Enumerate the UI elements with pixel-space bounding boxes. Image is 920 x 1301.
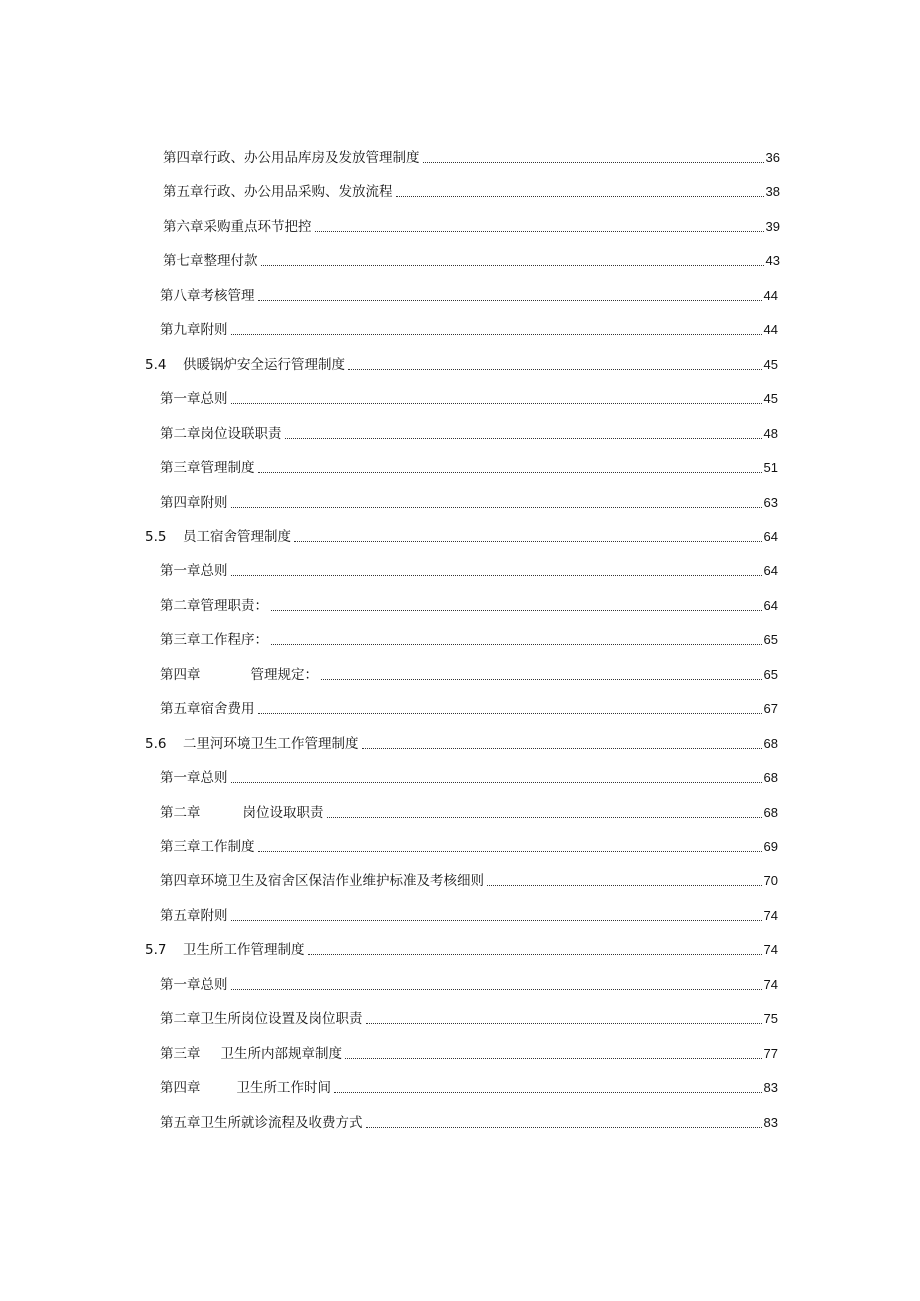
toc-entry-title-text: 第五章附则 — [160, 907, 228, 924]
toc-page-number: 70 — [763, 873, 778, 889]
toc-page-number: 45 — [763, 356, 778, 372]
toc-dot-leader — [258, 851, 762, 852]
toc-dot-leader — [294, 541, 762, 542]
toc-entry-title-text: 第四章环境卫生及宿舍区保洁作业维护标准及考核细则 — [160, 873, 484, 890]
toc-page-number: 68 — [763, 735, 778, 751]
toc-entry-title-text: 第三章工作制度 — [160, 839, 255, 855]
toc-page-number: 83 — [763, 1080, 778, 1096]
toc-page-number: 51 — [763, 460, 778, 476]
toc-dot-leader — [366, 1127, 762, 1128]
toc-entry-title — [160, 287, 255, 305]
toc-entry-title — [160, 321, 228, 339]
toc-page-number: 69 — [763, 839, 778, 854]
toc-dot-leader — [261, 265, 764, 266]
toc-page-number: 64 — [763, 563, 778, 579]
toc-entry-title — [160, 700, 255, 718]
toc-page-number: 65 — [763, 666, 778, 682]
toc-dot-leader — [231, 507, 762, 508]
toc-dot-leader — [231, 334, 762, 335]
toc-chapter-entry[interactable] — [160, 386, 778, 408]
toc-page-number: 44 — [763, 322, 778, 338]
toc-chapter-entry[interactable] — [160, 972, 778, 994]
toc-entry-title-text: 第三章管理制度 — [160, 460, 255, 477]
toc-dot-leader — [231, 989, 762, 990]
toc-dot-leader — [258, 713, 762, 714]
toc-dot-leader — [334, 1092, 762, 1093]
toc-entry-title-text: 第二章卫生所岗位设置及岗位职责 — [160, 1011, 363, 1028]
toc-entry-title-text: 第一章总则 — [160, 976, 228, 993]
toc-chapter-entry[interactable] — [160, 627, 778, 649]
toc-section-entry[interactable] — [145, 731, 778, 753]
toc-entry-title — [160, 976, 228, 994]
toc-chapter-entry[interactable] — [160, 593, 778, 615]
toc-section-entry[interactable] — [145, 524, 778, 546]
toc-chapter-entry[interactable] — [160, 1041, 778, 1063]
toc-entry-title — [160, 562, 228, 580]
toc-chapter-entry[interactable] — [160, 1006, 778, 1028]
toc-entry-title-text: 第二章 — [160, 804, 201, 821]
toc-entry-title — [160, 1010, 363, 1028]
toc-entry-title — [160, 907, 228, 925]
toc-page-number: 75 — [763, 1011, 778, 1027]
toc-chapter-entry[interactable] — [160, 317, 778, 339]
toc-chapter-entry[interactable] — [163, 248, 780, 270]
toc-entry-title-text: 第六章采购重点环节把控 — [163, 218, 312, 235]
toc-page-number: 68 — [763, 804, 778, 820]
toc-section-number: 5.4 — [145, 356, 167, 373]
toc-dot-leader — [285, 438, 762, 439]
toc-chapter-entry[interactable] — [160, 283, 778, 305]
toc-page-number: 77 — [763, 1045, 778, 1061]
toc-dot-leader — [258, 300, 762, 301]
toc-page-number: 74 — [763, 907, 778, 923]
toc-entry-title — [183, 735, 359, 753]
toc-chapter-entry[interactable] — [163, 179, 780, 201]
toc-entry-title-text: 第四章行政、办公用品库房及发放管理制度 — [163, 150, 420, 166]
toc-dot-leader — [487, 885, 762, 886]
toc-page-number: 64 — [763, 597, 778, 613]
toc-chapter-entry[interactable] — [160, 834, 778, 856]
toc-dot-leader — [362, 748, 762, 749]
toc-chapter-entry[interactable] — [160, 696, 778, 718]
toc-entry-title — [183, 941, 305, 959]
toc-chapter-entry[interactable] — [163, 214, 780, 236]
toc-entry-title — [160, 494, 228, 512]
toc-entry-title-text: 第五章卫生所就诊流程及收费方式 — [160, 1114, 363, 1131]
toc-entry-title-text: 第五章行政、办公用品采购、发放流程 — [163, 184, 393, 201]
toc-entry-title — [183, 528, 291, 546]
toc-chapter-entry[interactable] — [160, 903, 778, 925]
toc-dot-leader — [258, 472, 762, 473]
toc-entry-title — [160, 459, 255, 477]
toc-chapter-entry[interactable] — [160, 1110, 778, 1132]
toc-chapter-entry[interactable] — [160, 800, 778, 822]
toc-chapter-entry[interactable] — [160, 765, 778, 787]
toc-dot-leader — [271, 610, 762, 611]
toc-section-number: 5.6 — [145, 735, 167, 752]
toc-entry-title-text: 第二章管理职责： — [160, 597, 268, 614]
toc-entry-subtitle-text: 管理规定： — [250, 666, 318, 683]
toc-section-entry[interactable] — [145, 352, 778, 374]
toc-page-number: 74 — [763, 976, 778, 992]
toc-chapter-entry[interactable] — [160, 662, 778, 684]
toc-page-number: 83 — [763, 1114, 778, 1130]
toc-chapter-entry[interactable] — [160, 558, 778, 580]
toc-entry-title-text: 第一章总则 — [160, 391, 228, 408]
toc-entry-title — [160, 631, 268, 649]
toc-dot-leader — [231, 782, 762, 783]
toc-entry-title — [160, 390, 228, 408]
toc-page-number: 36 — [765, 150, 780, 165]
toc-entry-title — [160, 666, 318, 684]
toc-dot-leader — [366, 1023, 762, 1024]
toc-entry-title-text: 第四章附则 — [160, 494, 228, 511]
toc-entry-subtitle-text: 卫生所内部规章制度 — [220, 1045, 342, 1062]
toc-entry-title — [160, 769, 228, 787]
toc-dot-leader — [231, 575, 762, 576]
toc-dot-leader — [271, 644, 762, 645]
toc-page-number: 65 — [763, 632, 778, 648]
toc-entry-subtitle-text: 岗位设取职责 — [242, 804, 324, 821]
toc-dot-leader — [308, 954, 762, 955]
toc-dot-leader — [348, 369, 762, 370]
toc-section-number: 5.5 — [145, 528, 167, 545]
toc-dot-leader — [231, 403, 762, 404]
toc-entry-title — [160, 872, 484, 890]
toc-entry-title — [183, 356, 345, 374]
toc-dot-leader — [345, 1058, 762, 1059]
toc-chapter-entry[interactable] — [163, 145, 780, 167]
toc-page-number: 68 — [763, 770, 778, 786]
toc-dot-leader — [396, 196, 764, 197]
toc-entry-title — [160, 425, 282, 443]
toc-page-number: 38 — [765, 184, 780, 200]
toc-entry-title — [163, 183, 393, 201]
toc-entry-title-text: 第三章 — [160, 1045, 201, 1062]
toc-dot-leader — [315, 231, 764, 232]
toc-entry-title-text: 第四章 — [160, 1080, 201, 1097]
toc-entry-title — [160, 1079, 331, 1097]
toc-chapter-entry[interactable] — [160, 1075, 778, 1097]
toc-page-number: 44 — [763, 287, 778, 303]
toc-entry-title-text: 卫生所工作管理制度 — [183, 942, 305, 959]
toc-page-number: 67 — [763, 701, 778, 717]
toc-entry-title — [160, 597, 268, 615]
toc-entry-title-text: 第八章考核管理 — [160, 287, 255, 304]
toc-entry-title-text: 第二章岗位设联职责 — [160, 425, 282, 442]
toc-entry-title — [163, 218, 312, 236]
toc-section-entry[interactable] — [145, 937, 778, 959]
toc-entry-title-text: 第一章总则 — [160, 770, 228, 787]
toc-entry-title — [160, 1045, 342, 1063]
toc-entry-title — [160, 838, 255, 856]
toc-entry-title-text: 第四章 — [160, 666, 201, 683]
toc-page-number: 63 — [763, 494, 778, 510]
toc-entry-title — [160, 1114, 363, 1132]
toc-entry-title — [163, 252, 258, 270]
toc-entry-title — [160, 804, 324, 822]
toc-chapter-entry[interactable] — [160, 421, 778, 443]
toc-entry-title-text: 员工宿舍管理制度 — [183, 528, 291, 545]
toc-chapter-entry[interactable] — [160, 868, 778, 890]
toc-page-number: 74 — [763, 942, 778, 958]
toc-page-number: 48 — [763, 425, 778, 441]
toc-chapter-entry[interactable] — [160, 455, 778, 477]
toc-dot-leader — [423, 162, 764, 163]
toc-dot-leader — [321, 679, 762, 680]
toc-entry-title-text: 第五章宿舍费用 — [160, 701, 255, 718]
toc-entry-title-text: 第三章工作程序： — [160, 632, 268, 649]
toc-entry-subtitle-text: 卫生所工作时间 — [236, 1080, 331, 1097]
toc-entry-title-text: 第九章附则 — [160, 322, 228, 339]
toc-page-number: 64 — [763, 528, 778, 544]
toc-entry-title-text: 第一章总则 — [160, 563, 228, 580]
toc-entry-title-text: 供暖锅炉安全运行管理制度 — [183, 356, 345, 373]
toc-entry-title-text: 二里河环境卫生工作管理制度 — [183, 735, 359, 752]
toc-section-number: 5.7 — [145, 942, 167, 959]
toc-dot-leader — [231, 920, 762, 921]
toc-page-number: 43 — [765, 253, 780, 269]
toc-entry-title — [163, 149, 420, 167]
toc-page-number: 45 — [763, 391, 778, 407]
toc-chapter-entry[interactable] — [160, 490, 778, 512]
toc-page-number: 39 — [765, 218, 780, 234]
toc-entry-title-text: 第七章整理付款 — [163, 253, 258, 270]
toc-dot-leader — [327, 817, 762, 818]
